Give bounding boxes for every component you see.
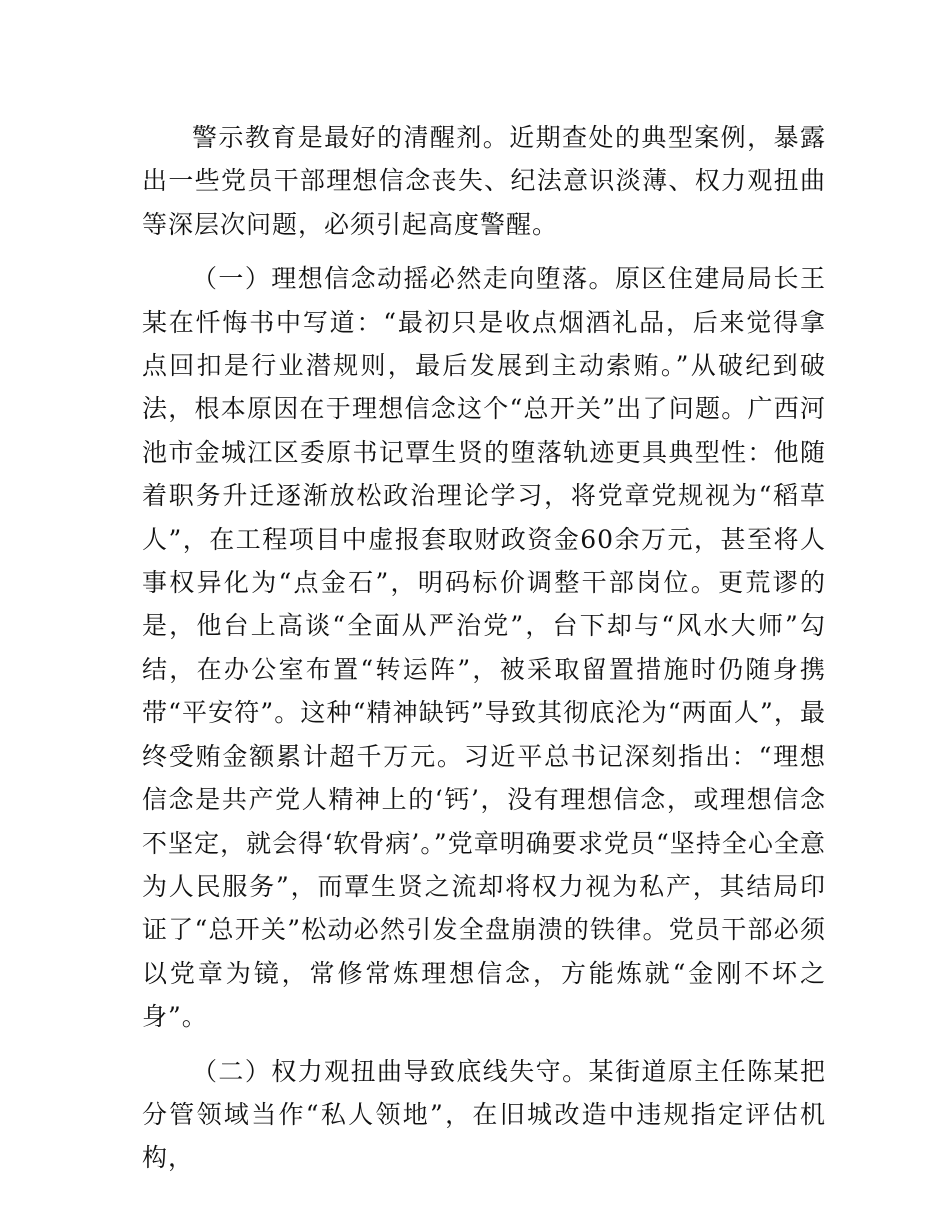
paragraph-intro: 警示教育是最好的清醒剂。近期查处的典型案例，暴露出一些党员干部理想信念丧失、纪法意识淡薄、权力观扭曲等深层次问题，必须引起高度警醒。 (142, 123, 826, 239)
paragraph-section-2: （二）权力观扭曲导致底线失守。某街道原主任陈某把分管领域当作“私人领地”，在旧城改造中违规指定评估机构， (142, 1056, 826, 1173)
document-body (142, 116, 826, 1180)
paragraph-section-1: （一）理想信念动摇必然走向堕落。原区住建局局长王某在忏悔书中写道：“最初只是收点烟酒礼品，后来觉得拿点回扣是行业潜规则，最后发展到主动索贿。”从破纪到破法，根本原因在于理想信念这个“总开关”出了问题。广西河池市金城江区委原书记覃生贤的堕落轨迹更具典型性：他随着职务升迁逐渐放松政治理论学习，将党章党规视为“稻草人”，在工程项目中虚报套取财政资金60余万元，甚至将人事权异化为“点金石”，明码标价调整干部岗位。更荒谬的是，他台上高谈“全面从严治党”，台下却与“风水大师”勾结，在办公室布置“转运阵”，被采取留置措施时仍随身携带“平安符”。这种“精神缺钙”导致其彻底沦为“两面人”，最终受贿金额累计超千万元。习近平总书记深刻指出：“理想信念是共产党人精神上的‘钙’，没有理想信念，或理想信念不坚定，就会得‘软骨病’。”党章明确要求党员“坚持全心全意为人民服务”，而覃生贤之流却将权力视为私产，其结局印证了“总开关”松动必然引发全盘崩溃的铁律。党员干部必须以党章为镜，常修常炼理想信念，方能炼就“金刚不坏之身”。 (142, 264, 826, 1032)
